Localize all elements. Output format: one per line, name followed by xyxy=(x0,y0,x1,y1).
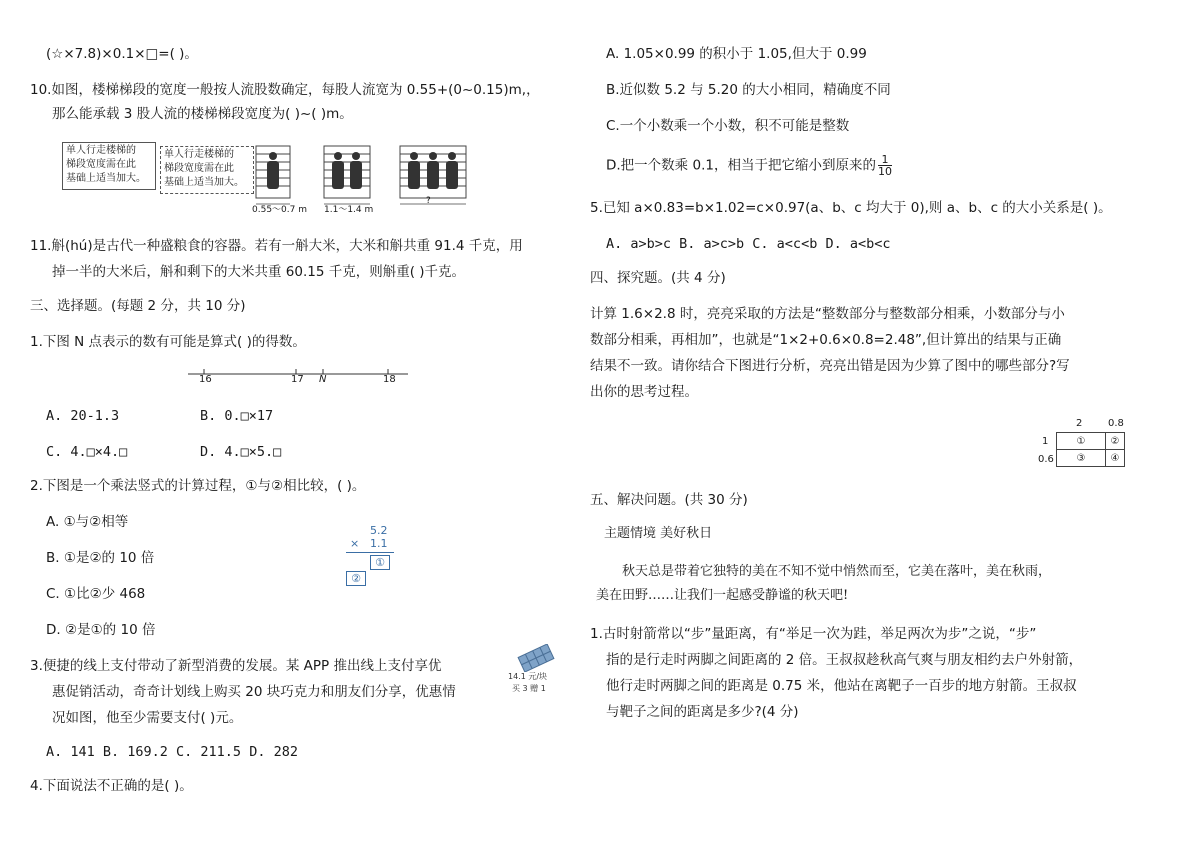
vertical-multiplication xyxy=(340,524,400,588)
explore-line1: 计算 1.6×2.8 时，亮亮采取的方法是“整数部分与整数部分相乘，小数部分与小 xyxy=(590,306,1065,322)
dim-label-3: ? xyxy=(426,196,431,206)
choice5-options: A. a>b>c B. a>c>b C. a<c<b D. a<b<c xyxy=(606,236,891,252)
choice3-line1: 3.便捷的线上支付带动了新型消费的发展。某 APP 推出线上支付享优 xyxy=(30,658,442,674)
explore-line3: 结果不一致。请你结合下图进行分析，亮亮出错是因为少算了图中的哪些部分?写 xyxy=(590,358,1070,374)
chocolate-price: 14.1 元/块 xyxy=(508,672,548,681)
intro-line2: 美在田野……让我们一起感受静谧的秋天吧! xyxy=(596,588,849,603)
grid-col-label-2: 2 xyxy=(1076,418,1083,429)
section5-title: 五、解决问题。(共 30 分) xyxy=(590,492,748,508)
q9-tail: (☆×7.8)×0.1×□=( )。 xyxy=(46,46,198,62)
problem1-line4: 与靶子之间的距离是多少?(4 分) xyxy=(606,704,799,720)
choice4-option-D: D.把一个数乘 0.1，相当于把它缩小到原来的 $\frac{1}{10}$ xyxy=(606,153,892,178)
multiplier: 1.1 xyxy=(370,537,388,550)
area-model-grid xyxy=(1036,418,1128,470)
choice1-option-A: A. 20-1.3 xyxy=(46,408,120,424)
fraction-one-tenth: $\frac{1}{10}$ xyxy=(877,153,892,178)
choice1-option-B: B. 0.□×17 xyxy=(200,408,274,424)
chocolate-deal: 买 3 赠 1 xyxy=(512,684,546,693)
tick-16: 16 xyxy=(199,374,212,385)
problem1-line2: 指的是行走时两脚之间距离的 2 倍。王叔叔趁秋高气爽与朋友相约去户外射箭， xyxy=(606,652,1083,668)
q11-line2: 掉一半的大米后，斛和剩下的大米共重 60.15 千克，则斛重( )千克。 xyxy=(52,264,466,280)
choice1-option-D: D. 4.□×5.□ xyxy=(200,444,282,460)
times-sign: × xyxy=(350,537,360,550)
tick-17: 17 xyxy=(291,374,304,385)
choice4-option-C: C.一个小数乘一个小数，积不可能是整数 xyxy=(606,118,850,134)
choice4-question: 4.下面说法不正确的是( )。 xyxy=(30,778,193,794)
multiplicand: 5.2 xyxy=(370,524,388,537)
explore-line4: 出你的思考过程。 xyxy=(590,384,698,400)
theme-heading: 主题情境 美好秋日 xyxy=(604,526,713,541)
chocolate-bar-icon xyxy=(516,644,556,672)
grid-row-label-1: 1 xyxy=(1042,436,1049,447)
q11-line1: 11.斛(hú)是古代一种盛粮食的容器。若有一斛大米，大米和斛共重 91.4 千克，用 xyxy=(30,238,523,254)
partial-product-1: ① xyxy=(370,555,390,570)
section3-title: 三、选择题。(每题 2 分，共 10 分) xyxy=(30,298,246,314)
chocolate-promo xyxy=(508,644,568,696)
grid-cell-4: ④ xyxy=(1105,449,1125,467)
grid-cell-2: ② xyxy=(1105,432,1125,450)
q10-line1: 10.如图，楼梯梯段的宽度一般按人流股数确定，每股人流宽为 0.55+(0~0.15)m,， xyxy=(30,82,540,98)
dim-label-1: 0.55～0.7 m xyxy=(252,205,307,215)
q10-line2: 那么能承载 3 股人流的楼梯梯段宽度为( )~( )m。 xyxy=(52,106,353,122)
choice2-option-B: B. ①是②的 10 倍 xyxy=(46,550,155,566)
dim-label-2: 1.1～1.4 m xyxy=(324,205,374,215)
choice3-line3: 况如图，他至少需要支付( )元。 xyxy=(52,710,243,726)
explore-line2: 数部分相乘，再相加”，也就是“1×2+0.6×0.8=2.48”,但计算出的结果与正确 xyxy=(590,332,1062,348)
choice1-question: 1.下图 N 点表示的数有可能是算式( )的得数。 xyxy=(30,334,306,350)
problem1-line1: 1.古时射箭常以“步”量距离，有“举足一次为跬，举足两次为步”之说，“步” xyxy=(590,626,1037,642)
note-box-1: 单人行走楼梯的 梯段宽度需在此 基础上适当加大。 xyxy=(62,142,156,190)
note-box-2: 单人行走楼梯的 梯段宽度需在此 基础上适当加大。 xyxy=(160,146,254,194)
number-line xyxy=(186,364,410,392)
intro-line1: 秋天总是带着它独特的美在不知不觉中悄然而至，它美在落叶，美在秋雨， xyxy=(622,564,1052,579)
tick-18: 18 xyxy=(383,374,396,385)
choice2-option-D: D. ②是①的 10 倍 xyxy=(46,622,156,638)
choice3-line2: 惠促销活动，奇奇计划线上购买 20 块巧克力和朋友们分享，优惠情 xyxy=(52,684,456,700)
choice2-option-A: A. ①与②相等 xyxy=(46,514,129,530)
grid-col-label-0.8: 0.8 xyxy=(1108,418,1124,429)
stair-width-figure xyxy=(62,140,472,218)
choice5-question: 5.已知 a×0.83=b×1.02=c×0.97(a、b、c 均大于 0),则 a、b、c 的大小关系是( )。 xyxy=(590,200,1112,216)
choice3-options: A. 141 B. 169.2 C. 211.5 D. 282 xyxy=(46,744,298,760)
grid-cell-3: ③ xyxy=(1056,449,1106,467)
choice1-option-C: C. 4.□×4.□ xyxy=(46,444,128,460)
partial-product-2: ② xyxy=(346,571,366,586)
choice4-option-B: B.近似数 5.2 与 5.20 的大小相同，精确度不同 xyxy=(606,82,891,98)
calc-rule xyxy=(346,552,394,553)
choice4-option-A: A. 1.05×0.99 的积小于 1.05,但大于 0.99 xyxy=(606,46,867,62)
choice2-option-C: C. ①比②少 468 xyxy=(46,586,146,602)
grid-row-label-0.6: 0.6 xyxy=(1038,454,1054,465)
choice2-question: 2.下图是一个乘法竖式的计算过程，①与②相比较，( )。 xyxy=(30,478,366,494)
grid-cell-1: ① xyxy=(1056,432,1106,450)
point-N: N xyxy=(319,374,327,385)
section4-title: 四、探究题。(共 4 分) xyxy=(590,270,726,286)
problem1-line3: 他行走时两脚之间的距离是 0.75 米，他站在离靶子一百步的地方射箭。王叔叔 xyxy=(606,678,1077,694)
